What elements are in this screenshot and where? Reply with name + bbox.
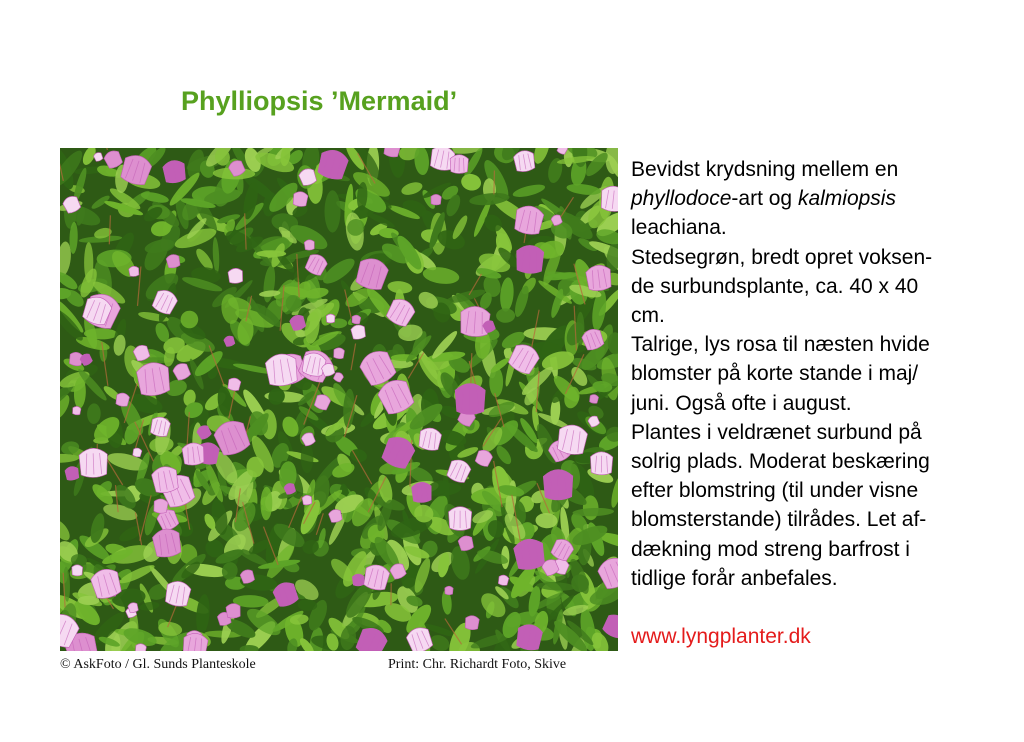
description-text: dækning mod streng barfrost i <box>631 537 910 561</box>
description-text: Stedsegrøn, bredt opret voksen- <box>631 245 933 269</box>
description-text: Bevidst krydsning mellem en <box>631 158 899 181</box>
description-text: cm. <box>631 304 665 328</box>
plant-photo-image <box>60 148 618 651</box>
description-text: -art og <box>731 187 798 211</box>
description-line <box>631 243 1011 272</box>
description-line <box>631 330 1011 359</box>
description-text: Plantes i veldrænet surbund på <box>631 420 922 444</box>
print-credit: Print: Chr. Richardt Foto, Skive <box>388 657 567 672</box>
description-line <box>631 301 1011 330</box>
description-text: juni. Også ofte i august. <box>631 391 852 415</box>
photo-credit: © AskFoto / Gl. Sunds Planteskole <box>60 657 256 672</box>
description-line <box>631 272 1011 301</box>
page-title: Phylliopsis ’Mermaid’ <box>181 86 458 116</box>
description-text: leachiana. <box>631 216 727 240</box>
description-line <box>631 476 1011 505</box>
description-line <box>631 155 1011 184</box>
description-line <box>631 564 1011 593</box>
description-text: de surbundsplante, ca. 40 x 40 <box>631 274 919 298</box>
description-line <box>631 535 1011 564</box>
description-text: solrig plads. Moderat beskæring <box>631 450 930 474</box>
plant-description <box>631 155 1011 593</box>
description-line <box>631 213 1011 242</box>
website-link[interactable]: www.lyngplanter.dk <box>631 625 811 648</box>
description-line <box>631 505 1011 534</box>
description-line <box>631 359 1011 388</box>
description-text: blomster på korte stande i maj/ <box>631 362 919 386</box>
description-line <box>631 389 1011 418</box>
description-italic-text: phyllodoce <box>631 187 732 211</box>
description-line <box>631 447 1011 476</box>
description-line <box>631 418 1011 447</box>
description-text: Talrige, lys rosa til næsten hvide <box>631 333 930 357</box>
description-text: efter blomstring (til under visne <box>631 479 919 503</box>
description-line <box>631 184 1011 213</box>
description-text: blomsterstande) tilrådes. Let af- <box>631 508 927 532</box>
plant-photo <box>60 148 618 651</box>
description-italic-text: kalmiopsis <box>797 187 896 211</box>
description-text: tidlige forår anbefales. <box>631 566 838 590</box>
